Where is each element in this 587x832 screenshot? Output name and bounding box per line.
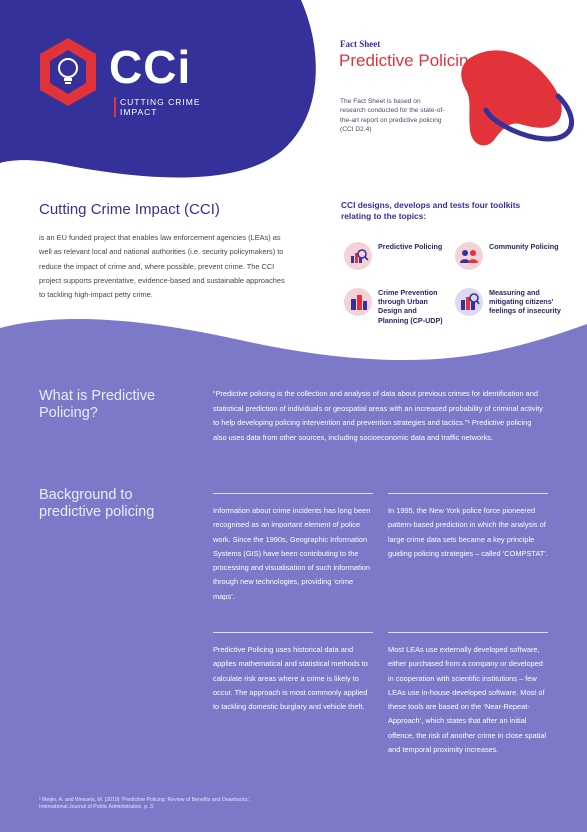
toolkit-predictive-policing bbox=[344, 242, 449, 270]
toolkit-label: Crime Prevention through Urban Design and Planning (CP-UDP) bbox=[378, 288, 443, 325]
city-magnifier-icon bbox=[455, 288, 483, 316]
toolkits-heading: CCI designs, develops and tests four toolkits relating to the topics: bbox=[341, 200, 521, 221]
factsheet-kicker: Fact Sheet bbox=[340, 39, 381, 49]
chart-magnifier-icon bbox=[344, 242, 372, 270]
background-heading: Background to predictive policing bbox=[39, 487, 155, 520]
toolkit-label: Community Policing bbox=[489, 242, 559, 251]
what-quote: “Predictive policing is the collection and analysis of data about previous crimes for identification and statistical prediction of individuals or geospatial areas with an increased probability of criminal activity to help developing policing intervention and prevention strategies and tactics.”¹ Predictive policing also uses data from other sources, including socioeconomic data and traffic networks. bbox=[213, 389, 543, 442]
cci-wordmark: CCi bbox=[109, 41, 192, 93]
toolkit-label: Measuring and mitigating citizens' feelings of insecurity bbox=[489, 288, 561, 316]
cci-subtitle-line2: IMPACT bbox=[120, 107, 158, 117]
factsheet-title: Predictive Policing bbox=[339, 51, 478, 70]
about-heading: Cutting Crime Impact (CCI) bbox=[39, 201, 220, 218]
background-col-2: In 1995, the New York police force pioneered pattern-based prediction in which the analysis of large crime data sets became a key principle guiding policing strategies – called ‘COMPSTAT’. bbox=[388, 493, 548, 561]
background-col-4: Most LEAs use externally developed software, either purchased from a company or developed in cooperation with scientific institutions – few LEAs use in-house developed software. Most of these tools are based on the ‘Near-Repeat-Approach’, which states that after an initial offence, the risk of another crime in close spatial and temporal proximity increases. bbox=[388, 632, 548, 757]
city-buildings-icon bbox=[344, 288, 372, 316]
footnote: ¹ Meijer, A. and Wessels, M. (2019) ‘Predictive Policing: Review of Benefits and Drawbacks’, International Journal of Public Administration, p. 3. bbox=[39, 797, 251, 811]
what-heading: What is Predictive Policing? bbox=[39, 388, 156, 421]
community-people-icon bbox=[455, 242, 483, 270]
toolkit-cp-udp bbox=[344, 288, 449, 325]
cci-subtitle-line1: CUTTING CRIME bbox=[120, 97, 201, 107]
cci-subtitle bbox=[114, 97, 201, 117]
about-body: is an EU funded project that enables law enforcement agencies (LEAs) as well as relevant local and national authorities (i.e. security policymakers) to reduce the impact of crime and, where possible, prevent crime. The CCI project supports preventative, evidence-based and sustainable approaches to tackling high-impact petty crime. bbox=[39, 233, 285, 300]
factsheet-note: The Fact Sheet is based on research conducted for the state-of-the-art report on predictive policing (CCI D2.4) bbox=[340, 98, 445, 134]
background-col-3: Predictive Policing uses historical data and applies mathematical and statistical methods to calculate risk areas where a crime is likely to occur. The approach is most commonly applied to tackling domestic burglary and vehicle theft. bbox=[213, 632, 373, 714]
toolkit-insecurity bbox=[455, 288, 565, 316]
toolkit-label: Predictive Policing bbox=[378, 242, 443, 251]
toolkit-community-policing bbox=[455, 242, 565, 270]
background-col-1: Information about crime incidents has long been recognised as an important element of police work. Since the 1990s, Geographic Information Systems (GIS) have been contributing to the processing and visualisation of such information through new technologies, providing ‘crime maps’. bbox=[213, 493, 373, 604]
